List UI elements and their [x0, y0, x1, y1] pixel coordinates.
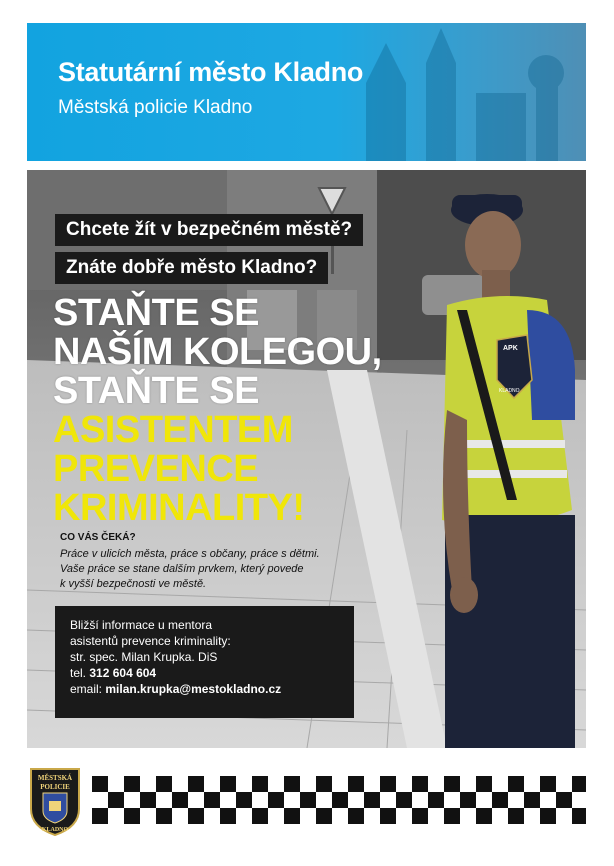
badge-line-1: MĚSTSKÁ	[37, 774, 73, 782]
checker-square	[156, 776, 172, 792]
checker-square	[364, 792, 380, 808]
checker-square	[124, 808, 140, 824]
question-know-kladno: Znáte dobře město Kladno?	[55, 252, 328, 284]
what-awaits-line-2: Vaše práce se stane dalším prvkem, který povede	[60, 563, 304, 575]
headline-line-1: STAŇTE SE	[53, 292, 259, 334]
checker-square	[396, 792, 412, 808]
what-awaits-line-1: Práce v ulicích města, práce s občany, práce s dětmi.	[60, 548, 320, 560]
what-awaits-text	[60, 547, 360, 592]
checker-square	[444, 808, 460, 824]
checker-square	[508, 776, 524, 792]
checker-square	[172, 792, 188, 808]
question-safe-city: Chcete žít v bezpečném městě?	[55, 214, 363, 246]
checker-square	[508, 808, 524, 824]
checker-square	[92, 808, 108, 824]
checker-square	[108, 792, 124, 808]
checker-square	[428, 792, 444, 808]
checkerboard-strip	[92, 776, 586, 824]
checker-square	[476, 776, 492, 792]
headline-line-3: STAŇTE SE	[53, 370, 259, 412]
email-label: email:	[70, 682, 103, 696]
checker-square	[252, 808, 268, 824]
city-title: Statutární město Kladno	[58, 57, 364, 87]
checker-square	[572, 776, 586, 792]
checker-square	[444, 776, 460, 792]
checker-square	[556, 792, 572, 808]
checker-square	[284, 808, 300, 824]
checker-square	[156, 808, 172, 824]
what-awaits-line-3: k vyšší bezpečnosti ve městě.	[60, 578, 207, 590]
badge-line-3: KLADNO	[41, 827, 69, 833]
checker-square	[476, 808, 492, 824]
contact-phone-row	[70, 665, 281, 681]
shoulder-patch-top: APK	[503, 345, 518, 352]
checker-square	[284, 776, 300, 792]
headline-line-6: KRIMINALITY!	[53, 487, 305, 529]
checker-square	[380, 808, 396, 824]
city-skyline-graphic	[346, 23, 586, 161]
checker-square	[540, 808, 556, 824]
contact-line-2: asistentů prevence kriminality:	[70, 634, 231, 648]
checker-square	[236, 792, 252, 808]
phone-label: tel.	[70, 666, 87, 680]
email-address[interactable]: milan.krupka@mestokladno.cz	[105, 682, 282, 696]
contact-email-row	[70, 681, 281, 697]
hero-photo	[27, 170, 586, 748]
checker-square	[412, 808, 428, 824]
checker-square	[540, 776, 556, 792]
headline-line-4: ASISTENTEM	[53, 409, 293, 451]
checker-square	[316, 776, 332, 792]
phone-number[interactable]: 312 604 604	[89, 666, 157, 680]
contact-line-1: Bližší informace u mentora	[70, 618, 213, 632]
checker-square	[188, 776, 204, 792]
police-subtitle: Městská policie Kladno	[58, 97, 253, 118]
checker-square	[524, 792, 540, 808]
header-banner	[27, 23, 586, 161]
checker-square	[348, 776, 364, 792]
checker-square	[492, 792, 508, 808]
checker-square	[220, 776, 236, 792]
checker-square	[300, 792, 316, 808]
badge-line-2: POLICIE	[40, 783, 70, 791]
checker-square	[252, 776, 268, 792]
checker-square	[316, 808, 332, 824]
headline-line-5: PREVENCE	[53, 448, 259, 490]
contact-mentor-name: str. spec. Milan Krupka. DiS	[70, 650, 218, 664]
checker-square	[140, 792, 156, 808]
checker-square	[572, 808, 586, 824]
headline-line-2: NAŠÍM KOLEGOU,	[53, 331, 382, 373]
what-awaits-label: CO VÁS ČEKÁ?	[60, 532, 136, 543]
checker-square	[460, 792, 476, 808]
contact-box	[55, 606, 354, 718]
shoulder-patch-bottom: KLADNO	[499, 388, 520, 394]
checker-square	[124, 776, 140, 792]
checker-square	[268, 792, 284, 808]
checker-square	[220, 808, 236, 824]
checker-square	[92, 776, 108, 792]
police-badge-icon	[27, 765, 83, 837]
checker-square	[412, 776, 428, 792]
checker-square	[332, 792, 348, 808]
checker-square	[348, 808, 364, 824]
checker-square	[188, 808, 204, 824]
checker-square	[380, 776, 396, 792]
checker-square	[204, 792, 220, 808]
